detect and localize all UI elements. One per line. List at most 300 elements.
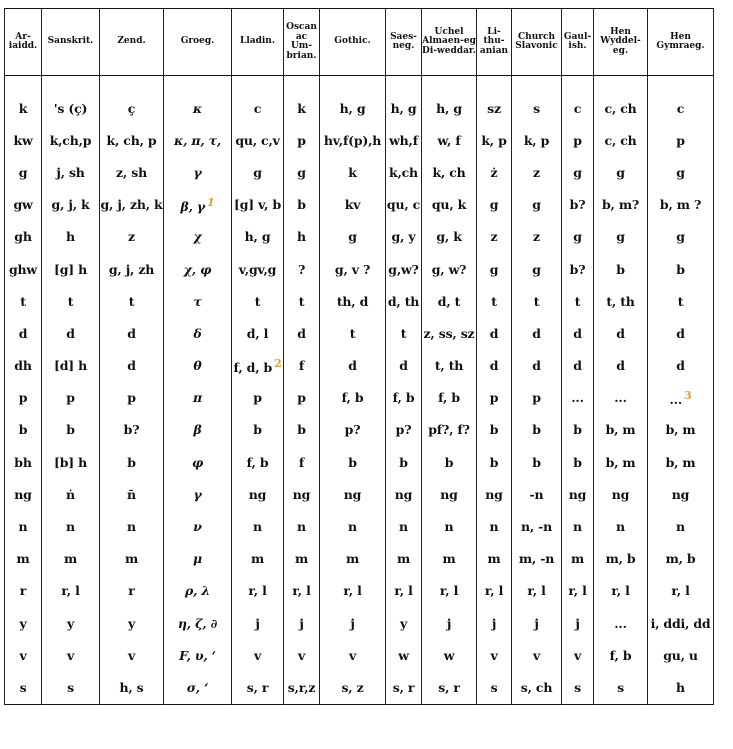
cell-text: g (573, 229, 582, 245)
cell-text: f, b (609, 647, 632, 663)
cell-text: ż (490, 164, 498, 180)
table-cell (320, 285, 386, 317)
cell-text: s (617, 679, 624, 695)
table-cell (232, 671, 284, 704)
cell-text: t (349, 325, 356, 341)
cell-text: w, f (437, 132, 461, 148)
cell-text: -n (529, 486, 544, 502)
cell-text: f, b (392, 390, 415, 406)
cell-text: s (67, 679, 74, 695)
cell-text: h (676, 679, 685, 695)
table-cell (562, 478, 594, 510)
cell-text: gu, u (663, 647, 698, 663)
footnote-marker[interactable]: 2 (274, 356, 282, 370)
cell-text: n (127, 519, 136, 535)
table-cell (100, 671, 164, 704)
cell-text: η, ζ, ∂ (177, 615, 218, 631)
cell-text: s (533, 100, 540, 116)
table-cell (42, 76, 100, 125)
table-cell (5, 671, 42, 704)
table-cell (100, 414, 164, 446)
cell-text: θ (193, 358, 202, 374)
cell-text: m (294, 551, 309, 567)
table-cell (232, 639, 284, 671)
column-header: Saes-neg. (386, 9, 422, 76)
cell-text: p (532, 390, 541, 406)
table-cell (5, 639, 42, 671)
table-cell (594, 446, 648, 478)
cell-text: j (534, 615, 539, 631)
table-cell (100, 382, 164, 414)
cell-text: d (127, 358, 136, 374)
cell-text: n̄ (127, 486, 136, 502)
table-cell (562, 671, 594, 704)
table-cell (164, 446, 232, 478)
cell-text: γ (193, 486, 202, 502)
table-cell (512, 543, 562, 575)
cell-text: p (66, 390, 75, 406)
cell-text: p (676, 132, 685, 148)
cell-text: kv (344, 197, 361, 213)
table-cell (42, 543, 100, 575)
table-row (5, 76, 714, 125)
table-cell (386, 221, 422, 253)
cell-text: [b] h (53, 454, 87, 470)
table-cell (164, 671, 232, 704)
cell-text: j (255, 615, 260, 631)
column-header: Gothic. (320, 9, 386, 76)
cell-text: s, z (341, 679, 364, 695)
cell-text: j (299, 615, 304, 631)
cell-text: v (348, 647, 357, 663)
table-cell (320, 671, 386, 704)
cell-text: g (573, 164, 582, 180)
table-cell (648, 543, 714, 575)
table-cell (422, 76, 477, 125)
cell-text: g (616, 164, 625, 180)
cell-text: β (193, 422, 202, 438)
table-cell (42, 124, 100, 156)
cell-text: b (676, 261, 685, 277)
table-cell (164, 607, 232, 639)
table-cell (386, 639, 422, 671)
cell-text: y (19, 615, 27, 631)
table-row (5, 317, 714, 349)
cell-text: hv,f(p),h (323, 132, 382, 148)
column-header: Uchel Almaen-eg Di-weddar. (422, 9, 477, 76)
table-cell (42, 189, 100, 221)
table-cell (320, 156, 386, 188)
column-header: Gaul-ish. (562, 9, 594, 76)
table-row (5, 510, 714, 542)
table-cell (594, 221, 648, 253)
cell-text: pf?, f? (428, 422, 470, 438)
cell-text: t (298, 293, 305, 309)
table-row (5, 478, 714, 510)
column-header: Lladin. (232, 9, 284, 76)
cell-text: s, r (246, 679, 269, 695)
table-cell (648, 446, 714, 478)
cell-text: d (66, 325, 75, 341)
cell-text: b, m (605, 422, 636, 438)
table-cell (648, 285, 714, 317)
table-row (5, 124, 714, 156)
table-cell (42, 350, 100, 382)
cell-text: F, υ, ʻ (179, 647, 216, 663)
table-cell (594, 414, 648, 446)
table-cell (422, 446, 477, 478)
cell-text: p? (395, 422, 412, 438)
cell-text: m (16, 551, 30, 567)
table-cell (422, 189, 477, 221)
cell-text: b (573, 422, 582, 438)
cell-text: m, b (665, 551, 696, 567)
table-cell (422, 382, 477, 414)
cell-text: g, v ? (334, 261, 371, 277)
table-cell (386, 478, 422, 510)
table-cell (284, 575, 320, 607)
table-cell (232, 76, 284, 125)
table-row (5, 414, 714, 446)
cell-text: m (570, 551, 585, 567)
cell-text: g (489, 261, 499, 277)
cell-text: τ (193, 293, 202, 309)
cell-text: j, sh (56, 164, 85, 180)
table-cell (284, 446, 320, 478)
cell-text: b (444, 454, 454, 470)
table-row (5, 350, 714, 382)
cell-text: v (253, 647, 262, 663)
cell-text: t (128, 293, 135, 309)
table-cell (512, 478, 562, 510)
table-cell (5, 575, 42, 607)
table-cell (386, 253, 422, 285)
cell-text: y (127, 615, 136, 631)
cell-text: d, t (437, 293, 461, 309)
cell-text: k (348, 164, 357, 180)
table-cell (422, 671, 477, 704)
table-cell (512, 189, 562, 221)
cell-text: y (399, 615, 408, 631)
table-cell (164, 285, 232, 317)
table-cell (320, 189, 386, 221)
table-cell (562, 76, 594, 125)
table-cell (648, 221, 714, 253)
header-row (5, 9, 714, 76)
cell-text: n (66, 519, 75, 535)
table-cell (422, 253, 477, 285)
table-cell (562, 510, 594, 542)
cell-text: m (63, 551, 78, 567)
table-cell (100, 543, 164, 575)
cell-text: β, γ (180, 198, 205, 214)
cell-text: v (490, 647, 498, 663)
cell-text: z (533, 229, 540, 245)
cell-text: z, sh (116, 164, 147, 180)
table-cell (512, 607, 562, 639)
table-cell (100, 350, 164, 382)
table-cell (5, 510, 42, 542)
table-cell (100, 285, 164, 317)
table-cell (284, 156, 320, 188)
cell-text: w (443, 647, 455, 663)
table-cell (422, 510, 477, 542)
table-cell (284, 414, 320, 446)
table-cell (512, 382, 562, 414)
table-cell (320, 607, 386, 639)
cell-text: f, b (341, 390, 364, 406)
table-cell (5, 285, 42, 317)
cell-text: qu, k (431, 197, 467, 213)
table-cell (284, 510, 320, 542)
table-cell (594, 124, 648, 156)
table-cell (5, 350, 42, 382)
table-cell (232, 156, 284, 188)
cell-text: d, l (246, 325, 269, 341)
cell-text: th, d (336, 293, 369, 309)
table-cell (42, 156, 100, 188)
sound-correspondence-table-wrapper (4, 8, 714, 705)
cell-text: h, g (339, 100, 366, 116)
cell-text: ν (193, 519, 202, 535)
cell-text: g, j, k (51, 197, 90, 213)
table-cell (100, 639, 164, 671)
cell-text: h (66, 229, 75, 245)
table-cell (594, 575, 648, 607)
cell-text: f (298, 454, 305, 470)
cell-text: h (297, 229, 306, 245)
table-row (5, 639, 714, 671)
table-cell (422, 317, 477, 349)
table-cell (232, 510, 284, 542)
cell-text: g (676, 229, 685, 245)
table-row (5, 189, 714, 221)
cell-text: φ (191, 454, 204, 470)
column-header: Oscan ac Um-brian. (284, 9, 320, 76)
table-cell (5, 414, 42, 446)
table-cell (320, 382, 386, 414)
table-cell (5, 607, 42, 639)
table-cell (232, 317, 284, 349)
table-cell (320, 543, 386, 575)
cell-text: t, th (434, 358, 464, 374)
cell-text: k,ch,p (49, 132, 92, 148)
cell-text: p (489, 390, 499, 406)
cell-text: v (66, 647, 75, 663)
table-cell (477, 382, 512, 414)
footnote-marker[interactable]: 3 (684, 388, 692, 402)
table-cell (320, 510, 386, 542)
table-cell (562, 575, 594, 607)
cell-text: n (444, 519, 454, 535)
table-cell (320, 350, 386, 382)
cell-text: j (575, 615, 580, 631)
cell-text: k, p (481, 132, 507, 148)
cell-text: v (127, 647, 136, 663)
table-cell (164, 575, 232, 607)
table-cell (232, 285, 284, 317)
cell-text: t (20, 293, 26, 309)
table-cell (386, 446, 422, 478)
table-cell (594, 189, 648, 221)
table-cell (5, 446, 42, 478)
cell-text: y (66, 615, 75, 631)
cell-text: ng (485, 486, 503, 502)
cell-text: w (398, 647, 409, 663)
cell-text: n, -n (520, 519, 553, 535)
table-cell (648, 317, 714, 349)
cell-text: t (491, 293, 497, 309)
cell-text: d (532, 325, 541, 341)
table-cell (512, 317, 562, 349)
table-cell (386, 575, 422, 607)
cell-text: g (532, 261, 541, 277)
table-cell (284, 671, 320, 704)
table-cell (5, 543, 42, 575)
cell-text: b (66, 422, 75, 438)
table-cell (100, 446, 164, 478)
table-cell (512, 221, 562, 253)
cell-text: k, ch, p (106, 132, 157, 148)
table-cell (320, 575, 386, 607)
table-cell (594, 543, 648, 575)
table-cell (562, 543, 594, 575)
column-header: Sanskrit. (42, 9, 100, 76)
cell-text: r, l (484, 583, 504, 599)
cell-text: ... (669, 391, 682, 407)
cell-text: d (489, 358, 499, 374)
table-cell (320, 317, 386, 349)
cell-text: d (127, 325, 136, 341)
table-cell (5, 382, 42, 414)
table-cell (284, 639, 320, 671)
cell-text: r, l (61, 583, 80, 599)
table-cell (648, 510, 714, 542)
table-cell (5, 124, 42, 156)
cell-text: ng (248, 486, 267, 502)
cell-text: κ, π, τ, (173, 132, 222, 148)
table-cell (5, 221, 42, 253)
cell-text: ? (297, 261, 306, 277)
table-cell (422, 543, 477, 575)
cell-text: m (250, 551, 265, 567)
cell-text: n (348, 519, 357, 535)
cell-text: b (348, 454, 357, 470)
table-cell (42, 414, 100, 446)
table-cell (648, 253, 714, 285)
cell-text: z (533, 164, 540, 180)
table-cell (100, 253, 164, 285)
table-cell (648, 156, 714, 188)
table-row (5, 575, 714, 607)
table-cell (648, 189, 714, 221)
table-cell (100, 607, 164, 639)
table-cell (562, 607, 594, 639)
cell-text: m, -n (518, 551, 555, 567)
cell-text: j (350, 615, 355, 631)
cell-text: h, s (119, 679, 144, 695)
table-cell (477, 446, 512, 478)
table-cell (5, 76, 42, 125)
table-cell (648, 607, 714, 639)
cell-text: b (532, 454, 541, 470)
cell-text: [g] v, b (233, 197, 281, 213)
table-cell (164, 76, 232, 125)
table-cell (512, 639, 562, 671)
cell-text: qu, c (386, 197, 421, 213)
table-cell (648, 671, 714, 704)
cell-text: c (573, 100, 582, 116)
table-cell (42, 639, 100, 671)
table-cell (512, 414, 562, 446)
cell-text: t (67, 293, 74, 309)
table-cell (594, 156, 648, 188)
table-cell (422, 124, 477, 156)
cell-text: g (297, 164, 306, 180)
cell-text: h, g (436, 100, 462, 116)
table-cell (512, 253, 562, 285)
table-cell (512, 350, 562, 382)
table-cell (284, 124, 320, 156)
cell-text: qu, c,v (235, 132, 280, 148)
cell-text: ng (394, 486, 413, 502)
cell-text: v (573, 647, 582, 663)
cell-text: r, l (671, 583, 690, 599)
cell-text: b (127, 454, 136, 470)
cell-text: m (442, 551, 456, 567)
table-cell (386, 285, 422, 317)
cell-text: k, p (523, 132, 550, 148)
cell-text: kw (13, 132, 33, 148)
cell-text: ng (292, 486, 311, 502)
cell-text: f, b (246, 454, 269, 470)
table-cell (100, 478, 164, 510)
table-cell (562, 189, 594, 221)
table-cell (422, 350, 477, 382)
cell-text: k, ch (432, 164, 466, 180)
cell-text: p? (344, 422, 361, 438)
cell-text: t, th (606, 293, 635, 309)
table-cell (232, 607, 284, 639)
cell-text: g, k (436, 229, 462, 245)
cell-text: d (573, 358, 582, 374)
cell-text: t (400, 325, 407, 341)
table-cell (422, 414, 477, 446)
table-cell (648, 478, 714, 510)
table-cell (42, 253, 100, 285)
cell-text: [d] h (53, 358, 87, 374)
footnote-marker[interactable]: 1 (207, 195, 215, 209)
cell-text: n (18, 519, 28, 535)
cell-text: g (532, 197, 541, 213)
cell-text: γ (193, 164, 202, 180)
cell-text: d, th (387, 293, 420, 309)
table-cell (320, 446, 386, 478)
table-cell (386, 414, 422, 446)
cell-text: b? (569, 261, 586, 277)
cell-text: b? (123, 422, 140, 438)
table-cell (648, 575, 714, 607)
table-cell (164, 382, 232, 414)
cell-text: ng (611, 486, 630, 502)
cell-text: s, r (438, 679, 460, 695)
table-cell (284, 543, 320, 575)
cell-text: c, ch (604, 132, 637, 148)
cell-text: z, ss, sz (423, 325, 475, 341)
cell-text: v (19, 647, 27, 663)
column-header: Li-thu-anian (477, 9, 512, 76)
table-cell (42, 382, 100, 414)
